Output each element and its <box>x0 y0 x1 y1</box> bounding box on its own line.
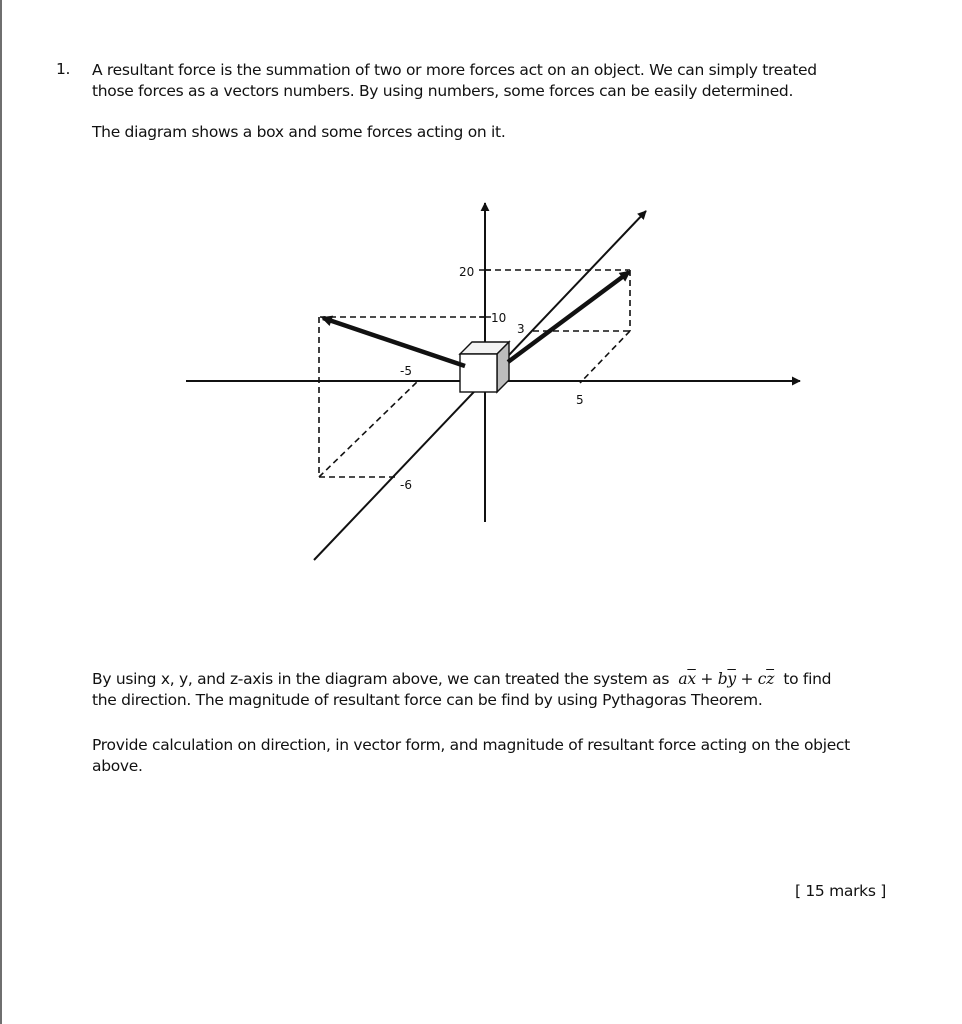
label-x-5: 5 <box>576 393 584 407</box>
box-object <box>460 342 509 392</box>
label-y-10: 10 <box>491 311 507 325</box>
label-z-3: 3 <box>517 322 525 336</box>
force-vector-left <box>323 318 465 366</box>
question-number: 1. <box>56 60 71 78</box>
plus-sign-2: + <box>735 670 758 688</box>
coef-b: b <box>717 670 728 688</box>
force-vector-right <box>508 272 629 362</box>
label-x-neg5: -5 <box>400 364 412 378</box>
coef-a: a <box>678 670 688 688</box>
label-y-20: 20 <box>459 265 475 279</box>
intro-line-1: A resultant force is the summation of two or more forces act on an object. We can simply treated <box>92 61 817 79</box>
plus-sign-1: + <box>695 670 718 688</box>
method-text-after: to find <box>783 670 832 688</box>
method-text-before: By using x, y, and z-axis in the diagram above, we can treated the system as <box>92 670 670 688</box>
marks-label: [ 15 marks ] <box>794 882 886 900</box>
vector-expression <box>674 670 779 688</box>
unit-z: $\overline{z}$ <box>766 670 775 688</box>
unit-y: $\overline{y}$ <box>727 670 736 688</box>
diagram-caption: The diagram shows a box and some forces acting on it. <box>92 123 506 141</box>
task-instruction: Provide calculation on direction, in vector form, and magnitude of resultant force acting on the object above. <box>92 736 850 775</box>
label-z-neg6: -6 <box>400 478 412 492</box>
method-line-2: the direction. The magnitude of resultant force can be find by using Pythagoras Theorem. <box>92 691 763 709</box>
coef-c: c <box>757 670 767 688</box>
intro-line-2: those forces as a vectors numbers. By using numbers, some forces can be easily determined. <box>92 82 794 100</box>
unit-x: $\overline{x}$ <box>687 670 696 688</box>
method-paragraph <box>92 669 892 711</box>
dashed-guides-left <box>319 317 485 477</box>
